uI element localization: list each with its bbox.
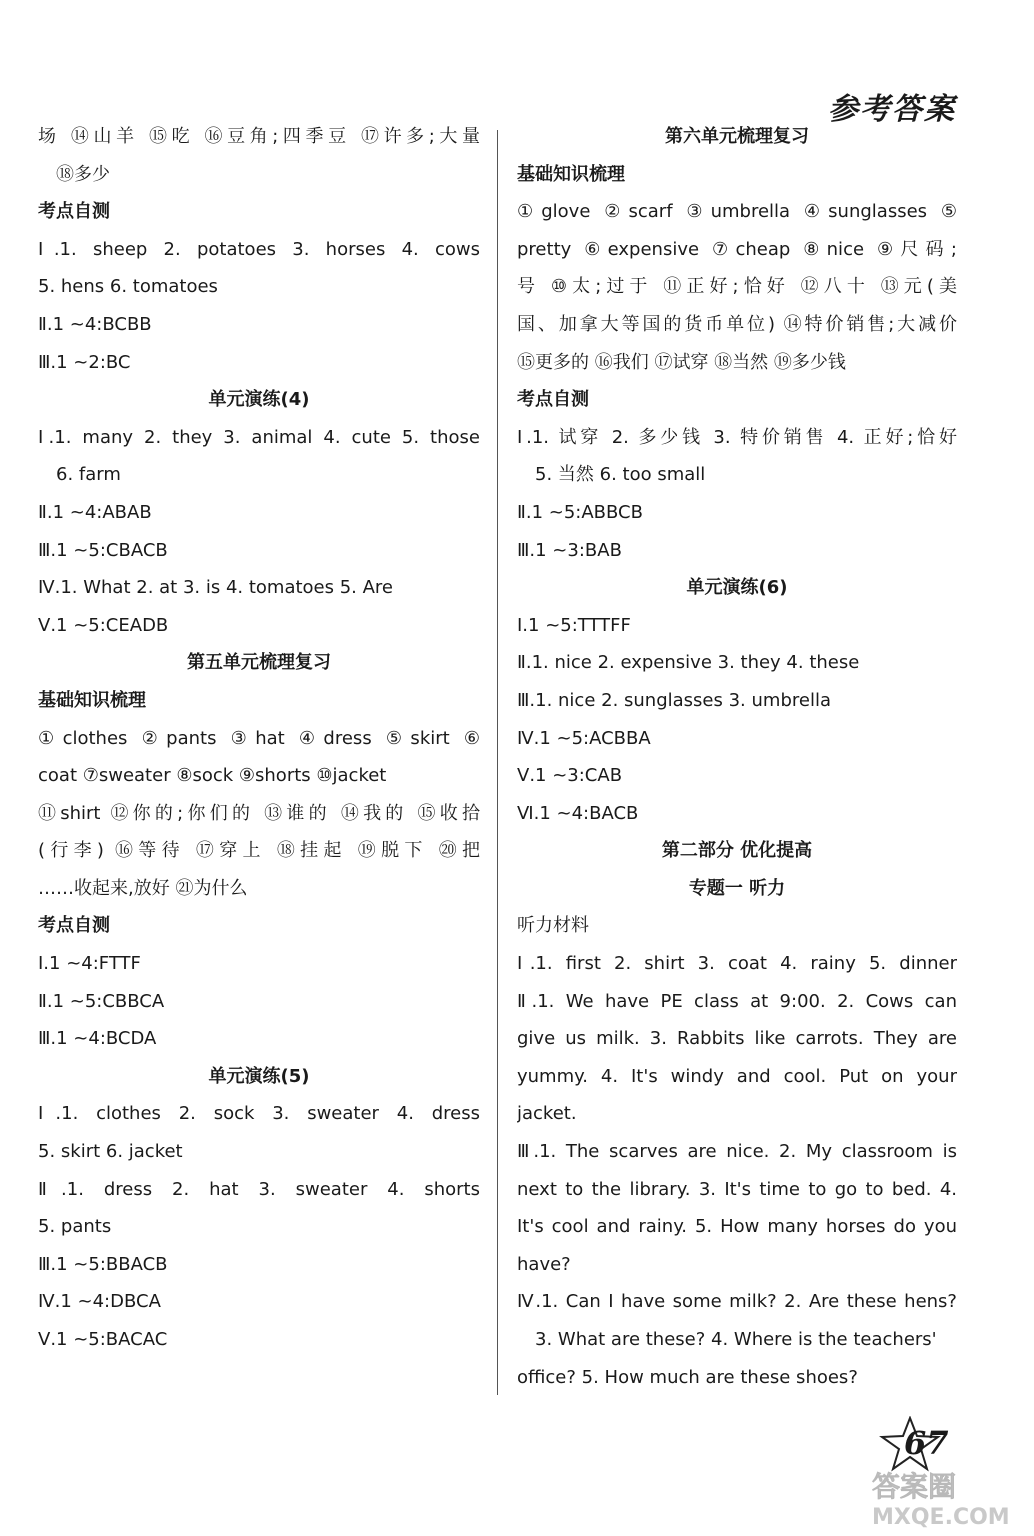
subsection-heading: 考点自测 [517,389,589,411]
page-header-title: 参考答案 [828,92,956,127]
section-heading: 专题一 听力 [688,877,786,899]
answer-line: Ⅴ.1 ~3:CAB [517,765,623,787]
answer-line: 5. hens 6. tomatoes [38,276,218,298]
answer-line: Ⅲ.1 ~5:CBACB [38,539,168,561]
subsection-heading: 基础知识梳理 [517,163,625,185]
answer-line: Ⅳ.1. What 2. at 3. is 4. tomatoes 5. Are [38,577,394,599]
answer-line: Ⅳ.1 ~4:DBCA [38,1291,161,1313]
answer-line: ⑪shirt ⑫你的;你们的 ⑬谁的 ⑭我的 ⑮收拾 [38,802,480,824]
subsection-heading: 考点自测 [38,201,110,223]
answer-line: yummy. 4. It's windy and cool. Put on your [517,1065,957,1087]
answer-line: Ⅱ.1 ~4:BCBB [38,313,152,335]
answer-line: Ⅵ.1 ~4:BACB [517,802,639,824]
subsection-heading: 基础知识梳理 [38,689,146,711]
answer-line: coat ⑦sweater ⑧sock ⑨shorts ⑩jacket [38,765,387,787]
answer-line: have? [517,1253,571,1275]
section-heading: 第六单元梳理复习 [665,126,809,147]
subsection-heading: 考点自测 [38,915,110,937]
answer-line: ①glove ②scarf ③umbrella ④sunglasses ⑤ [517,201,957,223]
watermark-logo [868,1466,1028,1530]
answer-line: Ⅳ.1. Can I have some milk? 2. Are these hens? [517,1291,957,1313]
answer-line: Ⅲ.1. nice 2. sunglasses 3. umbrella [517,689,831,711]
answer-line: Ⅴ.1 ~5:BACAC [38,1329,168,1350]
answer-line: It's cool and rainy. 5. How many horses do you [517,1216,957,1238]
answer-line: 5. 当然 6. too small [535,464,706,486]
page-number: 67 [904,1424,949,1462]
answer-line: ⑱多少 [56,163,110,185]
answer-line: Ⅱ.1 ~5:ABBCB [517,501,643,523]
answer-line: Ⅰ.1. many 2. they 3. animal 4. cute 5. those [38,426,480,448]
answer-line: Ⅰ.1 ~5:TTTFF [517,614,631,636]
answer-line: Ⅲ.1 ~2:BC [38,351,131,373]
answer-line: Ⅱ.1. We have PE class at 9:00. 2. Cows can [517,990,957,1012]
right-column [517,118,957,1396]
answer-line: Ⅰ.1. clothes 2. sock 3. sweater 4. dress [38,1103,480,1125]
answer-line: Ⅴ.1 ~5:CEADB [38,614,169,636]
svg-text:MXQE.COM: MXQE.COM [872,1505,1010,1530]
answer-line: 国、加拿大等国的货币单位) ⑭特价销售;大减价 [517,313,957,335]
section-heading: 单元演练(6) [686,577,788,599]
answer-line: Ⅱ.1 ~4:ABAB [38,501,152,523]
answer-line: 场 ⑭山羊 ⑮吃 ⑯豆角;四季豆 ⑰许多;大量 [38,126,480,147]
column-divider [497,130,498,1395]
answer-line: pretty ⑥expensive ⑦cheap ⑧nice ⑨尺码; [517,238,957,260]
section-heading: 单元演练(5) [208,1065,310,1087]
answer-line: Ⅰ.1 ~4:FTTF [38,953,141,975]
answer-line: 5. pants [38,1216,112,1238]
answer-line: 听力材料 [517,915,589,937]
answer-line: ⑮更多的 ⑯我们 ⑰试穿 ⑱当然 ⑲多少钱 [517,351,846,373]
answer-line: Ⅱ.1. nice 2. expensive 3. they 4. these [517,652,860,674]
answer-line: 6. farm [56,464,121,486]
left-column [38,118,480,1359]
answer-line: Ⅰ.1. first 2. shirt 3. coat 4. rainy 5. dinner [517,953,957,975]
answer-line: Ⅲ.1. The scarves are nice. 2. My classroom is [517,1141,957,1163]
answer-line: Ⅳ.1 ~5:ACBBA [517,727,651,749]
answer-line: ①clothes ②pants ③hat ④dress ⑤skirt ⑥ [38,727,480,749]
answer-line: ……收起来,放好 ㉑为什么 [38,877,248,899]
answer-line: Ⅱ.1 ~5:CBBCA [38,990,165,1012]
answer-line: next to the library. 3. It's time to go to bed. 4. [517,1178,957,1200]
answer-line: Ⅰ.1. sheep 2. potatoes 3. horses 4. cows [38,238,480,260]
answer-line: office? 5. How much are these shoes? [517,1366,858,1388]
answer-line: Ⅲ.1 ~5:BBACB [38,1253,168,1275]
section-heading: 第五单元梳理复习 [187,652,331,674]
answer-line: give us milk. 3. Rabbits like carrots. They are [517,1028,957,1050]
answer-line: Ⅲ.1 ~3:BAB [517,539,622,561]
svg-text:答案圈: 答案圈 [872,1470,957,1503]
answer-line: (行李) ⑯等待 ⑰穿上 ⑱挂起 ⑲脱下 ⑳把 [38,840,480,862]
answer-line: 号 ⑩太;过于 ⑪正好;恰好 ⑫八十 ⑬元(美 [517,276,957,298]
answer-line: 5. skirt 6. jacket [38,1141,183,1163]
section-heading: 第二部分 优化提高 [661,840,813,862]
answer-line: jacket. [517,1103,577,1125]
answer-line: Ⅲ.1 ~4:BCDA [38,1028,157,1050]
answer-line: Ⅱ.1. dress 2. hat 3. sweater 4. shorts [38,1178,480,1200]
answer-line: Ⅰ.1. 试穿 2. 多少钱 3. 特价销售 4. 正好;恰好 [517,426,957,448]
answer-line: 3. What are these? 4. Where is the teachers' [535,1329,937,1350]
section-heading: 单元演练(4) [208,389,310,411]
